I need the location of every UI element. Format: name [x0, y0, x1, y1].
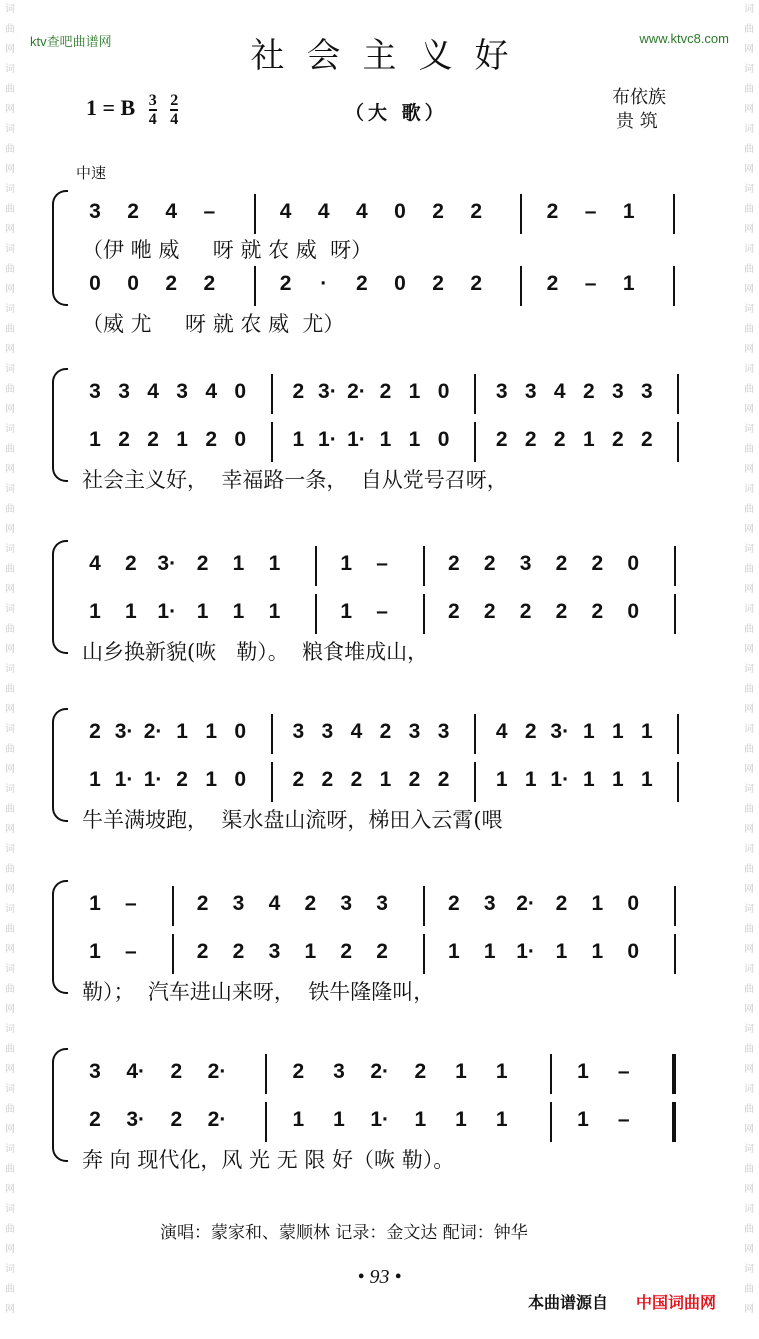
barline [265, 1054, 267, 1094]
system-brace [52, 708, 68, 822]
watermark-right: www.ktvc8.com [639, 31, 729, 46]
barline [674, 546, 676, 586]
note: 2 [232, 940, 245, 963]
barline [315, 546, 317, 586]
note: 1 [340, 552, 353, 575]
note: 2 [591, 600, 604, 623]
note: 1 [89, 768, 101, 791]
key-signature [86, 92, 178, 128]
tempo-marking: 中速 [76, 164, 107, 182]
note: 4 [279, 200, 292, 223]
lyric-line: 勒）； 汽车进山来呀， 铁牛隆隆叫， [82, 980, 435, 1004]
note: 2 [483, 600, 496, 623]
note: 1 [196, 600, 209, 623]
barline [423, 594, 425, 634]
note: 2 [89, 720, 101, 743]
note: 1· [550, 768, 570, 791]
note: 2 [170, 1108, 183, 1131]
note: 1 [292, 1108, 305, 1131]
note: 2 [125, 552, 137, 575]
note: 2 [582, 380, 595, 403]
note: 2 [147, 428, 159, 451]
barline [271, 762, 273, 802]
note: 2 [546, 272, 559, 295]
note: · [320, 272, 328, 295]
note: 1· [157, 600, 177, 623]
upper-voice [82, 1058, 706, 1092]
note: 1 [622, 200, 635, 223]
note: 1 [591, 940, 604, 963]
note: 1 [232, 600, 245, 623]
note: 2 [641, 428, 653, 451]
note: 2 [591, 552, 604, 575]
note: 4 [165, 200, 178, 223]
note: 4 [317, 200, 330, 223]
barline [474, 422, 476, 462]
note: 2 [176, 768, 188, 791]
note: 3 [292, 720, 305, 743]
note: 1 [582, 428, 595, 451]
note: 4· [126, 1060, 145, 1083]
note: 1 [379, 428, 392, 451]
note: 0 [627, 600, 640, 623]
barline [677, 762, 679, 802]
note: 1 [524, 768, 537, 791]
note: 2 [165, 272, 178, 295]
barline [254, 266, 256, 306]
note: 3· [114, 720, 134, 743]
note: – [617, 1108, 630, 1131]
note: 2 [408, 768, 421, 791]
note: – [125, 892, 137, 915]
note: 3 [321, 720, 334, 743]
note: 2 [555, 552, 568, 575]
note: 3 [519, 552, 532, 575]
upper-voice [82, 378, 706, 412]
lyric-line: 社会主义好， 幸福路一条， 自从党号召呀， [82, 468, 508, 492]
lower-voice [82, 766, 706, 800]
note: 2 [205, 428, 218, 451]
note: 1 [89, 600, 101, 623]
barline [672, 1102, 676, 1142]
note: 2 [414, 1060, 427, 1083]
barline [423, 886, 425, 926]
note: 1 [176, 428, 188, 451]
note: 2 [524, 428, 537, 451]
note: 0 [627, 552, 640, 575]
barline [172, 886, 174, 926]
note: 2 [470, 272, 483, 295]
note: 2· [516, 892, 535, 915]
right-watermark-strip: 词 曲 网 词 曲 网 词 曲 网 词 曲 网 词 曲 网 词 曲 网 词 曲 网 词 曲 网 词 曲 网 词 曲 网 词 曲 网 词 曲 网 词 曲 网 词 曲 网 词 曲 网 词 曲 网 词 曲 网 词 曲 网 词 曲 网 词 曲 网 词 曲 网 词 曲 网 [744, 4, 754, 1315]
note: 1 [89, 940, 101, 963]
barline [672, 1054, 676, 1094]
note: 1 [495, 768, 508, 791]
note: 1· [143, 768, 163, 791]
note: 1 [205, 768, 218, 791]
note: 3 [268, 940, 281, 963]
note: 3 [495, 380, 508, 403]
lyric-line-2: （威 尤 呀 就 农 威 尤） [82, 312, 345, 336]
note: 3 [376, 892, 388, 915]
note: 1 [304, 940, 317, 963]
barline [677, 374, 679, 414]
note: 1 [414, 1108, 427, 1131]
note: 3 [340, 892, 353, 915]
note: 1 [268, 600, 281, 623]
note: 2 [524, 720, 537, 743]
note: 1 [340, 600, 353, 623]
barline [271, 422, 273, 462]
note: 3 [612, 380, 624, 403]
lower-voice [82, 598, 706, 632]
genre-label: （大 歌） [345, 102, 448, 124]
note: 4 [350, 720, 363, 743]
system-brace [52, 368, 68, 482]
barline [674, 594, 676, 634]
barline [550, 1054, 552, 1094]
note: 1 [582, 720, 595, 743]
note: – [584, 200, 597, 223]
note: 3 [641, 380, 653, 403]
note: 3 [89, 380, 101, 403]
note: 1 [447, 940, 460, 963]
note: 2 [495, 428, 508, 451]
barline [172, 934, 174, 974]
note: – [617, 1060, 630, 1083]
note: 1 [268, 552, 281, 575]
barline [315, 594, 317, 634]
source-place: 贵 筑 [616, 111, 658, 132]
note: 2 [379, 720, 392, 743]
note: – [376, 552, 388, 575]
note: 2 [447, 892, 460, 915]
barline [423, 546, 425, 586]
upper-voice [82, 718, 706, 752]
note: 2 [350, 768, 363, 791]
note: 1 [495, 1108, 508, 1131]
note: 2 [447, 600, 460, 623]
note: 2 [470, 200, 483, 223]
note: 0 [89, 272, 101, 295]
note: 2 [304, 892, 317, 915]
note: 0 [627, 892, 640, 915]
note: 2· [347, 380, 366, 403]
note: 3· [318, 380, 337, 403]
note: 1 [622, 272, 635, 295]
note: 2 [321, 768, 334, 791]
note: 3 [89, 1060, 101, 1083]
note: 2 [519, 600, 532, 623]
footer-site-name: 中国词曲网 [636, 1293, 717, 1312]
note: – [584, 272, 597, 295]
note: 4 [553, 380, 566, 403]
system-brace [52, 1048, 68, 1162]
note: 4 [205, 380, 218, 403]
note: 1 [641, 768, 653, 791]
note: 0 [234, 768, 247, 791]
barline [550, 1102, 552, 1142]
upper-voice [82, 550, 706, 584]
note: 1 [333, 1108, 345, 1131]
lower-voice [82, 938, 706, 972]
note: 3 [176, 380, 188, 403]
lyric-line: 牛羊满坡跑， 渠水盘山流呀，梯田入云霄(喂 [82, 808, 503, 832]
barline [677, 422, 679, 462]
note: 3 [232, 892, 245, 915]
note: 2 [612, 428, 624, 451]
note: 2 [89, 1108, 101, 1131]
note: 1 [455, 1108, 467, 1131]
note: – [125, 940, 137, 963]
barline [474, 714, 476, 754]
note: 1 [555, 940, 568, 963]
note: 1· [347, 428, 366, 451]
note: 2· [207, 1108, 227, 1131]
upper-voice [82, 890, 706, 924]
barline [674, 886, 676, 926]
note: 3 [333, 1060, 345, 1083]
key-label: 1 = B [86, 95, 136, 121]
note: 2 [340, 940, 353, 963]
note: 1 [408, 380, 421, 403]
note: 1 [292, 428, 305, 451]
note: 2 [483, 552, 496, 575]
note: 2 [379, 380, 392, 403]
note: 1 [591, 892, 604, 915]
note: 3· [157, 552, 177, 575]
note: 1 [612, 720, 624, 743]
note: 2 [356, 272, 368, 295]
note: – [376, 600, 388, 623]
note: 4 [89, 552, 101, 575]
barline [674, 934, 676, 974]
song-title: 社会主义好 [250, 36, 531, 76]
note: 2 [555, 892, 568, 915]
note: 1 [89, 428, 101, 451]
note: 2 [553, 428, 566, 451]
note: 2 [170, 1060, 183, 1083]
note: 2· [370, 1060, 389, 1083]
note: 1 [641, 720, 653, 743]
note: 1 [408, 428, 421, 451]
note: 2 [376, 940, 388, 963]
note: 1 [495, 1060, 508, 1083]
barline [254, 194, 256, 234]
note: – [203, 200, 216, 223]
barline [271, 714, 273, 754]
note: 1 [379, 768, 392, 791]
note: 3 [524, 380, 537, 403]
note: 0 [127, 272, 139, 295]
note: 2 [555, 600, 568, 623]
barline [677, 714, 679, 754]
note: 3· [126, 1108, 145, 1131]
lower-voice [82, 270, 706, 304]
note: 3 [118, 380, 130, 403]
note: 3 [408, 720, 421, 743]
footer-source-label: 本曲谱源自 [528, 1293, 609, 1312]
note: 2 [292, 1060, 305, 1083]
note: 0 [437, 380, 450, 403]
note: 2 [447, 552, 460, 575]
barline [673, 266, 675, 306]
lower-voice [82, 426, 706, 460]
barline [423, 934, 425, 974]
system-brace [52, 880, 68, 994]
note: 0 [394, 272, 406, 295]
note: 4 [495, 720, 508, 743]
note: 1 [205, 720, 218, 743]
note: 0 [394, 200, 406, 223]
note: 1 [125, 600, 137, 623]
note: 4 [356, 200, 368, 223]
note: 2 [546, 200, 559, 223]
system-brace [52, 190, 68, 306]
lyric-line: 山乡换新貌(咴 勒）。 粮食堆成山， [82, 640, 429, 664]
barline [271, 374, 273, 414]
note: 0 [234, 380, 247, 403]
note: 2 [292, 768, 305, 791]
barline [474, 374, 476, 414]
lower-voice [82, 1106, 706, 1140]
note: 2 [118, 428, 130, 451]
source-info [612, 86, 666, 134]
note: 4 [268, 892, 281, 915]
note: 0 [437, 428, 450, 451]
note: 2 [279, 272, 292, 295]
note: 2· [207, 1060, 227, 1083]
note: 1 [483, 940, 496, 963]
note: 1 [612, 768, 624, 791]
note: 2 [203, 272, 216, 295]
note: 2 [432, 272, 444, 295]
left-watermark-strip: 词 曲 网 词 曲 网 词 曲 网 词 曲 网 词 曲 网 词 曲 网 词 曲 网 词 曲 网 词 曲 网 词 曲 网 词 曲 网 词 曲 网 词 曲 网 词 曲 网 词 曲 网 词 曲 网 词 曲 网 词 曲 网 词 曲 网 词 曲 网 词 曲 网 词 曲 网 [5, 4, 15, 1315]
lyric-line: 奔 向 现代化，风 光 无 限 好（咴 勒）。 [82, 1148, 455, 1172]
note: 1· [370, 1108, 389, 1131]
note: 1 [582, 768, 595, 791]
note: 1· [318, 428, 337, 451]
system-brace [52, 540, 68, 654]
note: 2 [196, 892, 209, 915]
note: 0 [627, 940, 640, 963]
note: 2 [292, 380, 305, 403]
note: 1 [577, 1108, 589, 1131]
barline [474, 762, 476, 802]
note: 3 [89, 200, 101, 223]
note: 2· [143, 720, 163, 743]
note: 1 [232, 552, 245, 575]
note: 2 [437, 768, 450, 791]
note: 0 [234, 428, 247, 451]
note: 1 [89, 892, 101, 915]
note: 2 [196, 940, 209, 963]
time-signature-1: $\frac{3}{4}$ [148, 92, 157, 128]
note: 3 [483, 892, 496, 915]
note: 2 [196, 552, 209, 575]
credits: 演唱：蒙家和、蒙顺林 记录：金文达 配词：钟华 [160, 1223, 528, 1243]
source-ethnicity: 布依族 [612, 87, 666, 108]
note: 1 [577, 1060, 589, 1083]
barline [265, 1102, 267, 1142]
barline [673, 194, 675, 234]
note: 4 [147, 380, 159, 403]
barline [520, 194, 522, 234]
note: 0 [234, 720, 247, 743]
note: 1· [114, 768, 134, 791]
note: 1 [455, 1060, 467, 1083]
lyric-line-1: （伊 咃 威 呀 就 农 威 呀） [82, 238, 373, 262]
note: 1· [516, 940, 535, 963]
note: 3 [437, 720, 450, 743]
note: 2 [432, 200, 444, 223]
note: 1 [176, 720, 188, 743]
note: 2 [127, 200, 139, 223]
time-signature-2: $\frac{2}{4}$ [170, 92, 179, 128]
note: 3· [550, 720, 570, 743]
watermark-left: ktv查吧曲谱网 [30, 34, 112, 49]
upper-voice [82, 198, 706, 232]
page-number: • 93 • [357, 1266, 402, 1288]
barline [520, 266, 522, 306]
